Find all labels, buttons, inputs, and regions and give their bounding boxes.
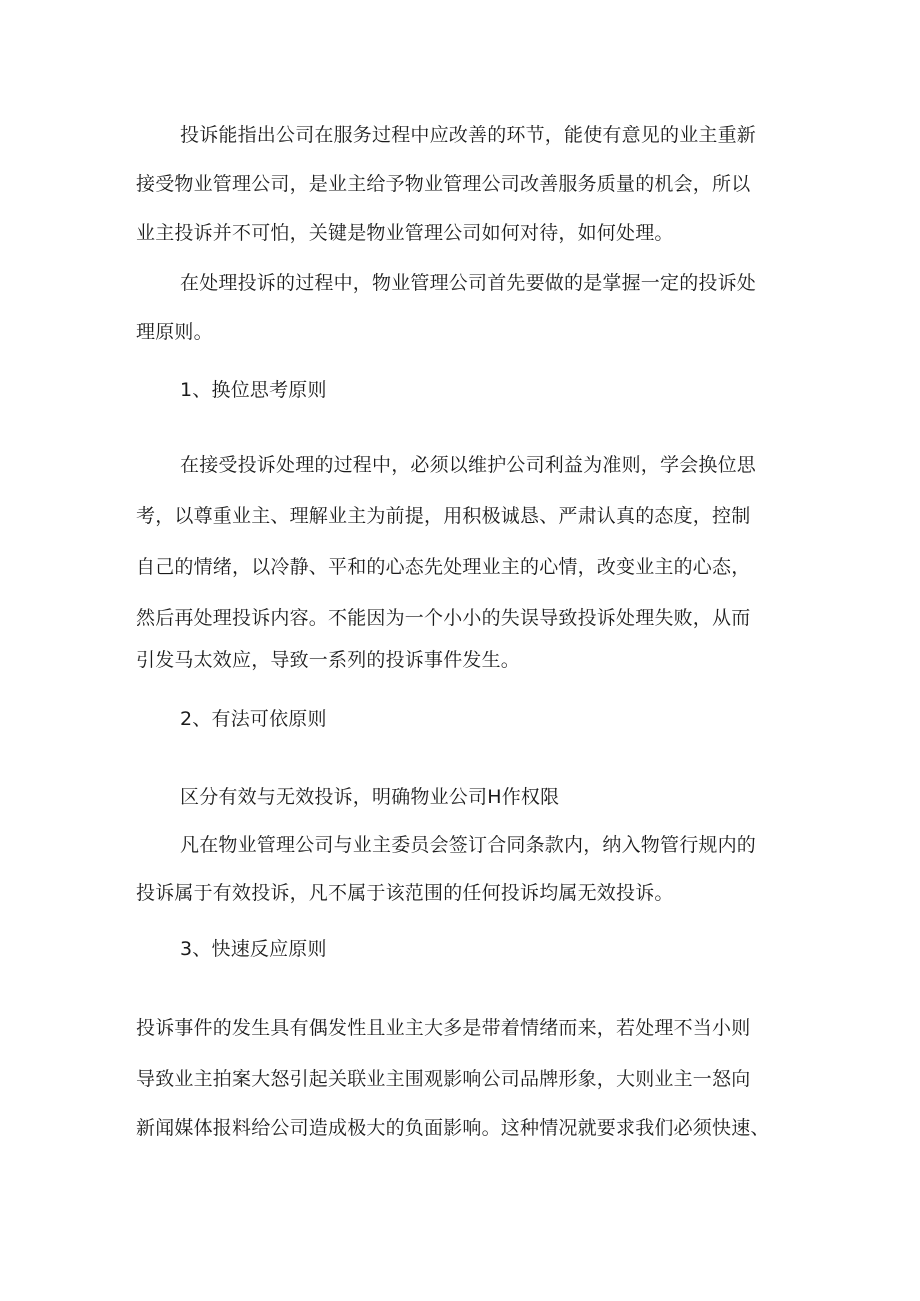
text-line: 区分有效与无效投诉，明确物业公司H作权限	[180, 786, 560, 808]
text-line: 投诉属于有效投诉，凡不属于该范围的任何投诉均属无效投诉。	[136, 882, 674, 904]
text-line: 考，以尊重业主、理解业主为前提，用积极诚恳、严肃认真的态度，控制	[136, 505, 751, 527]
text-line: 在处理投诉的过程中，物业管理公司首先要做的是掌握一定的投诉处	[180, 272, 757, 294]
text-line: 接受物业管理公司，是业主给予物业管理公司改善服务质量的机会，所以	[136, 173, 751, 195]
text-line: 在接受投诉处理的过程中，必须以维护公司利益为准则，学会换位思	[180, 454, 757, 476]
text-line: 自己的情绪，以冷静、平和的心态先处理业主的心情，改变业主的心态，	[136, 556, 751, 578]
text-line: 引发马太效应，导致一系列的投诉事件发生。	[136, 649, 521, 671]
section-heading: 2、有法可依原则	[180, 708, 327, 730]
section-heading: 3、快速反应原则	[180, 938, 327, 960]
text-line: 业主投诉并不可怕，关键是物业管理公司如何对待，如何处理。	[136, 222, 674, 244]
text-line: 导致业主拍案大怒引起关联业主围观影响公司品牌形象，大则业主一怒向	[136, 1068, 751, 1090]
text-line: 投诉能指出公司在服务过程中应改善的环节，能使有意见的业主重新	[180, 124, 757, 146]
text-line: 新闻媒体报料给公司造成极大的负面影响。这种情况就要求我们必须快速、	[136, 1117, 770, 1139]
text-line: 投诉事件的发生具有偶发性且业主大多是带着情绪而来，若处理不当小则	[136, 1017, 751, 1039]
section-heading: 1、换位思考原则	[180, 379, 327, 401]
text-line: 然后再处理投诉内容。不能因为一个小小的失误导致投诉处理失败，从而	[136, 607, 751, 629]
text-line: 理原则。	[136, 321, 213, 343]
text-line: 凡在物业管理公司与业主委员会签订合同条款内，纳入物管行规内的	[180, 834, 757, 856]
